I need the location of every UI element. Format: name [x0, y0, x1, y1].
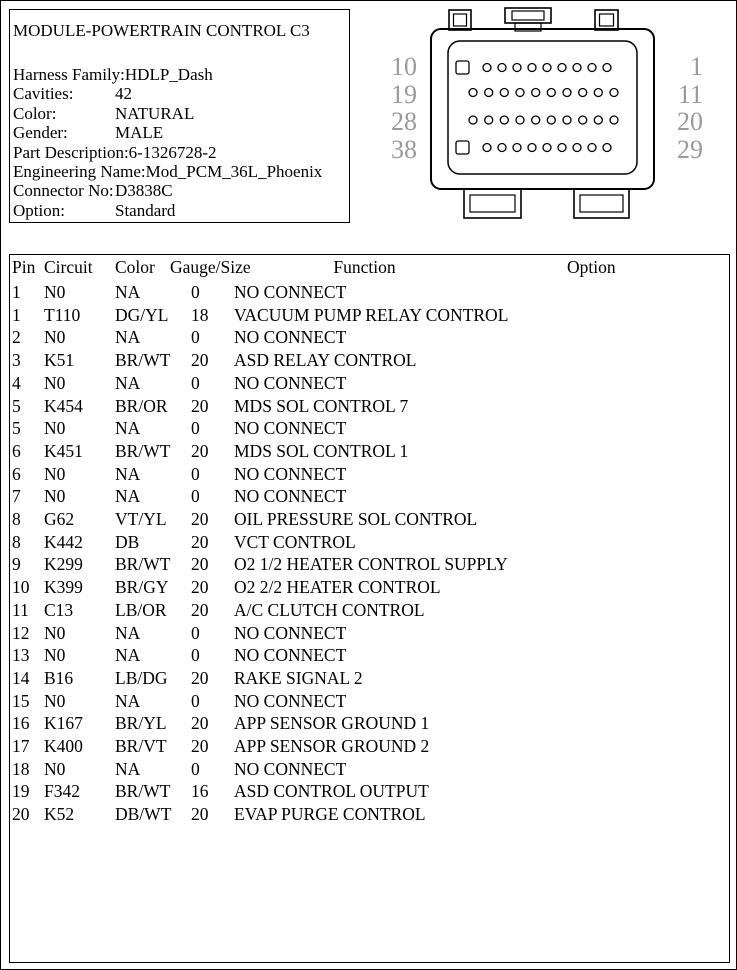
cell-option [565, 281, 729, 304]
cell-function: O2 1/2 HEATER CONTROL SUPPLY [234, 554, 508, 575]
pin-row-label: 29 [677, 134, 703, 164]
cell-function: VACUUM PUMP RELAY CONTROL [234, 304, 509, 325]
cell-circuit: K400 [44, 736, 83, 757]
info-field-value: D3838C [115, 181, 173, 201]
cell-circuit: G62 [44, 509, 75, 530]
pin-row [10, 440, 729, 463]
info-field-label: Part Description: [13, 142, 129, 162]
cell-pin: 12 [12, 622, 30, 643]
info-field-row [13, 201, 343, 220]
cell-color: BR/OR [115, 395, 168, 416]
cell-circuit: K442 [44, 531, 83, 552]
pin-row [10, 304, 729, 327]
cell-circuit: N0 [44, 645, 66, 666]
pin-row-label: 28 [391, 107, 417, 136]
info-field-value: NATURAL [115, 103, 195, 123]
cell-function: RAKE SIGNAL 2 [234, 667, 363, 688]
cell-option [565, 531, 729, 554]
cell-color: NA [115, 486, 141, 507]
column-header: Option [567, 257, 616, 277]
cell-color: LB/OR [115, 599, 167, 620]
pin-row-label: 10 [391, 52, 417, 81]
cell-pin: 5 [12, 395, 21, 416]
cell-gauge: 20 [191, 554, 209, 575]
cell-circuit: K167 [44, 713, 83, 734]
pin-row [10, 281, 729, 304]
cell-circuit: K299 [44, 554, 83, 575]
cell-pin: 14 [12, 667, 30, 688]
info-field-row [13, 143, 343, 162]
cell-color: VT/YL [115, 509, 167, 530]
cell-pin: 3 [12, 350, 21, 371]
cell-pin: 8 [12, 531, 21, 552]
cell-gauge: 20 [191, 395, 209, 416]
pin-row [10, 667, 729, 690]
cell-gauge: 20 [191, 577, 209, 598]
cell-circuit: K399 [44, 577, 83, 598]
pinout-table-container [9, 254, 730, 963]
info-field-row [13, 181, 343, 200]
cell-pin: 6 [12, 440, 21, 461]
column-header: Circuit [44, 257, 93, 277]
cell-color: NA [115, 622, 141, 643]
cell-option [565, 758, 729, 781]
cell-pin: 8 [12, 509, 21, 530]
cell-pin: 5 [12, 418, 21, 439]
cell-function: NO CONNECT [234, 372, 347, 393]
cell-circuit: N0 [44, 418, 66, 439]
cell-pin: 4 [12, 372, 21, 393]
pin-row-label: 19 [391, 79, 417, 109]
cell-function: MDS SOL CONTROL 1 [234, 440, 409, 461]
cell-option [565, 780, 729, 803]
connector-info-fields [13, 65, 343, 220]
cell-circuit: K52 [44, 804, 75, 825]
connector-body [431, 29, 654, 189]
pinout-table [10, 255, 729, 826]
cell-circuit: N0 [44, 758, 66, 779]
cell-color: BR/YL [115, 713, 167, 734]
column-header: Color [115, 257, 155, 277]
connector-top-left-tab [449, 10, 471, 30]
cell-pin: 1 [12, 304, 21, 325]
cell-option [565, 599, 729, 622]
pin-row [10, 531, 729, 554]
pin-row [10, 576, 729, 599]
cell-option [565, 553, 729, 576]
info-field-value: 42 [115, 84, 132, 104]
cell-gauge: 20 [191, 350, 209, 371]
info-field-row [13, 123, 343, 142]
column-header: Function [333, 257, 396, 277]
cell-pin: 1 [12, 282, 21, 302]
cell-gauge: 16 [191, 781, 209, 802]
cell-color: BR/GY [115, 577, 169, 598]
cell-option [565, 735, 729, 758]
pin-row [10, 803, 729, 826]
cell-pin: 13 [12, 645, 30, 666]
cell-color: BR/WT [115, 781, 171, 802]
table-header-row [10, 255, 729, 281]
cell-gauge: 20 [191, 736, 209, 757]
cell-option [565, 690, 729, 713]
cell-function: A/C CLUTCH CONTROL [234, 599, 425, 620]
cell-function: EVAP PURGE CONTROL [234, 804, 426, 825]
connector-bottom-right-tab [574, 189, 629, 218]
cell-circuit: F342 [44, 781, 80, 802]
cell-option [565, 304, 729, 327]
cell-gauge: 0 [191, 282, 200, 302]
cell-circuit: N0 [44, 690, 66, 711]
pin-row [10, 690, 729, 713]
info-field-label: Engineering Name: [13, 162, 146, 182]
cell-pin: 10 [12, 577, 30, 598]
cell-color: DG/YL [115, 304, 169, 325]
pin-row [10, 712, 729, 735]
cell-color: DB/WT [115, 804, 172, 825]
cell-function: NO CONNECT [234, 463, 347, 484]
cell-function: APP SENSOR GROUND 2 [234, 736, 430, 757]
cell-gauge: 0 [191, 372, 200, 393]
pin-row [10, 780, 729, 803]
info-field-label: Option: [13, 200, 65, 220]
pin-row [10, 463, 729, 486]
cell-option [565, 463, 729, 486]
cell-function: VCT CONTROL [234, 531, 356, 552]
pin-row-labels-left [371, 53, 417, 163]
pin-row [10, 553, 729, 576]
cell-color: NA [115, 372, 141, 393]
info-field-row [13, 162, 343, 181]
cell-circuit: N0 [44, 327, 66, 348]
cell-pin: 11 [12, 599, 29, 620]
info-field-value: MALE [115, 123, 164, 143]
cell-pin: 7 [12, 486, 21, 507]
pin-row [10, 372, 729, 395]
cell-option [565, 349, 729, 372]
cell-gauge: 0 [191, 486, 200, 507]
cell-option [565, 395, 729, 418]
pin-row-1 [456, 61, 611, 74]
cell-gauge: 0 [191, 645, 200, 666]
pin-row-label: 11 [677, 79, 703, 109]
cell-option [565, 372, 729, 395]
cell-gauge: 0 [191, 690, 200, 711]
cell-circuit: N0 [44, 486, 66, 507]
info-field-value: Standard [115, 200, 176, 220]
cell-function: NO CONNECT [234, 758, 347, 779]
cell-color: NA [115, 327, 141, 348]
cell-function: NO CONNECT [234, 486, 347, 507]
pin-row-label: 20 [677, 107, 703, 136]
cell-option [565, 440, 729, 463]
info-field-row [13, 84, 343, 103]
cell-option [565, 508, 729, 531]
connector-title: MODULE-POWERTRAIN CONTROL C3 [13, 21, 310, 40]
connector-bottom-left-tab [464, 189, 521, 218]
connector-center-latch [505, 8, 551, 31]
cell-option [565, 644, 729, 667]
cell-pin: 19 [12, 781, 30, 802]
cell-option [565, 326, 729, 349]
cell-pin: 15 [12, 690, 30, 711]
cell-gauge: 20 [191, 667, 209, 688]
info-field-row [13, 65, 343, 84]
cell-gauge: 20 [191, 599, 209, 620]
cell-color: NA [115, 690, 141, 711]
cell-circuit: K51 [44, 350, 75, 371]
pin-row [10, 735, 729, 758]
cell-circuit: K451 [44, 440, 83, 461]
cell-gauge: 20 [191, 531, 209, 552]
cell-function: APP SENSOR GROUND 1 [234, 713, 430, 734]
cell-color: BR/WT [115, 350, 171, 371]
cell-option [565, 417, 729, 440]
cell-color: NA [115, 282, 141, 302]
pin-row-label: 38 [391, 134, 417, 164]
pin-row [10, 326, 729, 349]
cell-function: ASD RELAY CONTROL [234, 350, 417, 371]
cell-function: MDS SOL CONTROL 7 [234, 395, 409, 416]
connector-face-drawing [426, 3, 661, 231]
cell-pin: 6 [12, 463, 21, 484]
cell-gauge: 20 [191, 440, 209, 461]
pin-row-3 [469, 116, 618, 124]
cell-circuit: N0 [44, 463, 66, 484]
cell-option [565, 667, 729, 690]
cell-color: BR/WT [115, 440, 171, 461]
pin-row-labels-right [661, 53, 703, 163]
info-field-label: Color: [13, 103, 57, 123]
pin-row-2 [469, 89, 618, 97]
cell-function: NO CONNECT [234, 327, 347, 348]
info-field-value: HDLP_Dash [124, 65, 213, 84]
cell-function: NO CONNECT [234, 622, 347, 643]
cell-color: BR/WT [115, 554, 171, 575]
pin-row [10, 758, 729, 781]
cell-gauge: 20 [191, 509, 209, 530]
cell-color: DB [115, 531, 140, 552]
connector-top-right-tab [595, 10, 618, 30]
cell-function: NO CONNECT [234, 282, 347, 302]
cell-gauge: 0 [191, 327, 200, 348]
cell-circuit: C13 [44, 599, 74, 620]
cell-gauge: 18 [191, 304, 209, 325]
cell-circuit: K454 [44, 395, 83, 416]
pin-row [10, 485, 729, 508]
cell-circuit: B16 [44, 667, 74, 688]
cell-function: O2 2/2 HEATER CONTROL [234, 577, 441, 598]
connector-info-box [9, 9, 350, 223]
pin-row [10, 508, 729, 531]
cell-option [565, 576, 729, 599]
table-body [10, 281, 729, 826]
pin-row-label: 1 [690, 52, 703, 81]
cell-gauge: 0 [191, 418, 200, 439]
cell-color: NA [115, 418, 141, 439]
info-field-label: Harness Family: [13, 65, 125, 84]
cell-pin: 2 [12, 327, 21, 348]
cell-gauge: 20 [191, 804, 209, 825]
cell-color: NA [115, 758, 141, 779]
cell-circuit: N0 [44, 622, 66, 643]
cell-function: ASD CONTROL OUTPUT [234, 781, 429, 802]
cell-option [565, 485, 729, 508]
info-field-label: Gender: [13, 123, 68, 143]
cell-pin: 9 [12, 554, 21, 575]
info-field-label: Connector No: [13, 181, 114, 201]
pin-row [10, 644, 729, 667]
cell-gauge: 0 [191, 758, 200, 779]
cell-circuit: T110 [44, 304, 81, 325]
cell-option [565, 712, 729, 735]
column-header: Gauge/Size [170, 257, 251, 277]
pin-row [10, 599, 729, 622]
cell-gauge: 0 [191, 622, 200, 643]
cell-pin: 17 [12, 736, 30, 757]
pin-row [10, 349, 729, 372]
pin-row-4 [456, 141, 611, 154]
cell-pin: 20 [12, 804, 30, 825]
pin-row [10, 417, 729, 440]
cell-color: NA [115, 463, 141, 484]
cell-option [565, 622, 729, 645]
pin-row [10, 395, 729, 418]
cell-circuit: N0 [44, 282, 66, 302]
cell-function: OIL PRESSURE SOL CONTROL [234, 509, 478, 530]
cell-gauge: 0 [191, 463, 200, 484]
pin-row [10, 622, 729, 645]
cell-option [565, 803, 729, 826]
column-header: Pin [12, 257, 36, 277]
info-field-value: 6-1326728-2 [128, 142, 217, 162]
cell-gauge: 20 [191, 713, 209, 734]
info-field-row [13, 104, 343, 123]
cell-function: NO CONNECT [234, 690, 347, 711]
info-field-label: Cavities: [13, 84, 74, 104]
cell-pin: 18 [12, 758, 30, 779]
cell-color: NA [115, 645, 141, 666]
info-field-value: Mod_PCM_36L_Phoenix [145, 162, 323, 182]
cell-color: BR/VT [115, 736, 167, 757]
cell-function: NO CONNECT [234, 418, 347, 439]
cell-circuit: N0 [44, 372, 66, 393]
cell-color: LB/DG [115, 667, 168, 688]
cell-pin: 16 [12, 713, 30, 734]
cell-function: NO CONNECT [234, 645, 347, 666]
